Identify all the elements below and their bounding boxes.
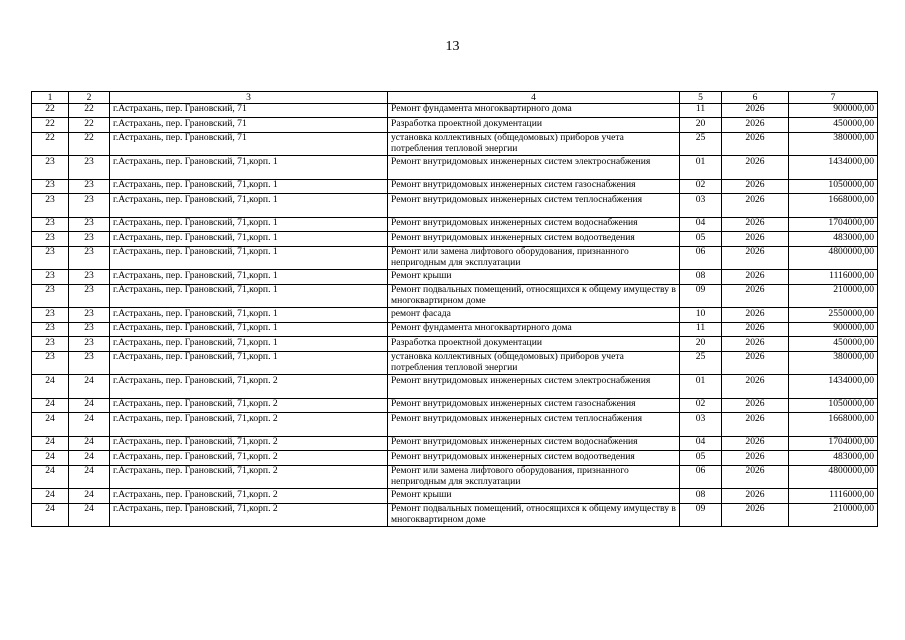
row-number-cell: 23 bbox=[32, 351, 69, 375]
table-row bbox=[32, 179, 878, 194]
address-cell: г.Астрахань, пер. Грановский, 71,корп. 1 bbox=[110, 308, 388, 323]
work-type-cell: Ремонт крыши bbox=[388, 270, 680, 285]
row-number-cell: 24 bbox=[32, 503, 69, 527]
address-cell: г.Астрахань, пер. Грановский, 71,корп. 2 bbox=[110, 398, 388, 413]
header-cell: 5 bbox=[680, 92, 722, 104]
object-number-cell: 23 bbox=[69, 270, 110, 285]
row-number-cell: 24 bbox=[32, 451, 69, 466]
work-code-cell: 03 bbox=[680, 194, 722, 218]
cost-cell: 2550000,00 bbox=[789, 308, 878, 323]
row-number-cell: 23 bbox=[32, 232, 69, 247]
header-cell: 2 bbox=[69, 92, 110, 104]
row-number-cell: 23 bbox=[32, 308, 69, 323]
work-type-cell: Ремонт внутридомовых инженерных систем водоснабжения bbox=[388, 217, 680, 232]
object-number-cell: 23 bbox=[69, 232, 110, 247]
header-cell: 3 bbox=[110, 92, 388, 104]
cost-cell: 900000,00 bbox=[789, 103, 878, 118]
object-number-cell: 23 bbox=[69, 217, 110, 232]
object-number-cell: 23 bbox=[69, 194, 110, 218]
work-code-cell: 06 bbox=[680, 246, 722, 270]
row-number-cell: 23 bbox=[32, 217, 69, 232]
object-number-cell: 23 bbox=[69, 246, 110, 270]
page-number: 13 bbox=[445, 39, 460, 54]
object-number-cell: 24 bbox=[69, 398, 110, 413]
address-cell: г.Астрахань, пер. Грановский, 71,корп. 2 bbox=[110, 503, 388, 527]
row-number-cell: 23 bbox=[32, 246, 69, 270]
work-type-cell: Ремонт внутридомовых инженерных систем электроснабжения bbox=[388, 375, 680, 399]
cost-cell: 1050000,00 bbox=[789, 179, 878, 194]
address-cell: г.Астрахань, пер. Грановский, 71 bbox=[110, 118, 388, 133]
work-code-cell: 11 bbox=[680, 103, 722, 118]
work-code-cell: 01 bbox=[680, 375, 722, 399]
cost-cell: 4800000,00 bbox=[789, 246, 878, 270]
work-code-cell: 20 bbox=[680, 118, 722, 133]
work-type-cell: Разработка проектной документации bbox=[388, 337, 680, 352]
address-cell: г.Астрахань, пер. Грановский, 71 bbox=[110, 103, 388, 118]
cost-cell: 1434000,00 bbox=[789, 156, 878, 180]
address-cell: г.Астрахань, пер. Грановский, 71,корп. 1 bbox=[110, 284, 388, 308]
work-code-cell: 04 bbox=[680, 436, 722, 451]
table-row bbox=[32, 284, 878, 308]
table-row bbox=[32, 156, 878, 180]
address-cell: г.Астрахань, пер. Грановский, 71,корп. 1 bbox=[110, 351, 388, 375]
work-type-cell: ремонт фасада bbox=[388, 308, 680, 323]
work-code-cell: 02 bbox=[680, 179, 722, 194]
address-cell: г.Астрахань, пер. Грановский, 71,корп. 1 bbox=[110, 270, 388, 285]
year-cell: 2026 bbox=[722, 132, 789, 156]
work-code-cell: 08 bbox=[680, 270, 722, 285]
object-number-cell: 23 bbox=[69, 284, 110, 308]
header-cell: 6 bbox=[722, 92, 789, 104]
work-type-cell: Ремонт подвальных помещений, относящихся к общему имуществу в многоквартирном доме bbox=[388, 284, 680, 308]
object-number-cell: 23 bbox=[69, 179, 110, 194]
year-cell: 2026 bbox=[722, 103, 789, 118]
work-type-cell: Ремонт внутридомовых инженерных систем водоотведения bbox=[388, 232, 680, 247]
header-row bbox=[32, 92, 878, 104]
table-row bbox=[32, 322, 878, 337]
row-number-cell: 23 bbox=[32, 179, 69, 194]
cost-cell: 1704000,00 bbox=[789, 436, 878, 451]
row-number-cell: 22 bbox=[32, 118, 69, 133]
row-number-cell: 23 bbox=[32, 284, 69, 308]
row-number-cell: 23 bbox=[32, 270, 69, 285]
work-type-cell: установка коллективных (общедомовых) приборов учета потребления тепловой энергии bbox=[388, 351, 680, 375]
year-cell: 2026 bbox=[722, 156, 789, 180]
row-number-cell: 23 bbox=[32, 337, 69, 352]
year-cell: 2026 bbox=[722, 246, 789, 270]
cost-cell: 900000,00 bbox=[789, 322, 878, 337]
year-cell: 2026 bbox=[722, 451, 789, 466]
address-cell: г.Астрахань, пер. Грановский, 71,корп. 2 bbox=[110, 451, 388, 466]
object-number-cell: 24 bbox=[69, 451, 110, 466]
table-row bbox=[32, 232, 878, 247]
address-cell: г.Астрахань, пер. Грановский, 71,корп. 1 bbox=[110, 194, 388, 218]
table-row bbox=[32, 194, 878, 218]
work-type-cell: Ремонт или замена лифтового оборудования, признанного непригодным для эксплуатации bbox=[388, 246, 680, 270]
row-number-cell: 22 bbox=[32, 132, 69, 156]
header-cell: 4 bbox=[388, 92, 680, 104]
table-row bbox=[32, 132, 878, 156]
work-code-cell: 05 bbox=[680, 232, 722, 247]
cost-cell: 483000,00 bbox=[789, 451, 878, 466]
object-number-cell: 24 bbox=[69, 436, 110, 451]
year-cell: 2026 bbox=[722, 308, 789, 323]
work-type-cell: Ремонт крыши bbox=[388, 489, 680, 504]
work-code-cell: 03 bbox=[680, 413, 722, 437]
address-cell: г.Астрахань, пер. Грановский, 71 bbox=[110, 132, 388, 156]
work-code-cell: 05 bbox=[680, 451, 722, 466]
year-cell: 2026 bbox=[722, 398, 789, 413]
object-number-cell: 23 bbox=[69, 351, 110, 375]
object-number-cell: 24 bbox=[69, 413, 110, 437]
table-row bbox=[32, 503, 878, 527]
address-cell: г.Астрахань, пер. Грановский, 71,корп. 1 bbox=[110, 337, 388, 352]
address-cell: г.Астрахань, пер. Грановский, 71,корп. 1 bbox=[110, 322, 388, 337]
row-number-cell: 24 bbox=[32, 465, 69, 489]
year-cell: 2026 bbox=[722, 351, 789, 375]
work-code-cell: 08 bbox=[680, 489, 722, 504]
work-code-cell: 01 bbox=[680, 156, 722, 180]
object-number-cell: 22 bbox=[69, 132, 110, 156]
table-row bbox=[32, 118, 878, 133]
cost-cell: 210000,00 bbox=[789, 284, 878, 308]
header-cell: 1 bbox=[32, 92, 69, 104]
object-number-cell: 24 bbox=[69, 503, 110, 527]
work-type-cell: Ремонт подвальных помещений, относящихся к общему имуществу в многоквартирном доме bbox=[388, 503, 680, 527]
work-code-cell: 04 bbox=[680, 217, 722, 232]
cost-cell: 4800000,00 bbox=[789, 465, 878, 489]
object-number-cell: 24 bbox=[69, 465, 110, 489]
table-row bbox=[32, 217, 878, 232]
object-number-cell: 22 bbox=[69, 118, 110, 133]
row-number-cell: 24 bbox=[32, 375, 69, 399]
address-cell: г.Астрахань, пер. Грановский, 71,корп. 2 bbox=[110, 375, 388, 399]
year-cell: 2026 bbox=[722, 118, 789, 133]
address-cell: г.Астрахань, пер. Грановский, 71,корп. 1 bbox=[110, 156, 388, 180]
table-row bbox=[32, 246, 878, 270]
year-cell: 2026 bbox=[722, 270, 789, 285]
cost-cell: 1704000,00 bbox=[789, 217, 878, 232]
table-row bbox=[32, 413, 878, 437]
work-type-cell: Ремонт внутридомовых инженерных систем водоснабжения bbox=[388, 436, 680, 451]
address-cell: г.Астрахань, пер. Грановский, 71,корп. 1 bbox=[110, 246, 388, 270]
table-row bbox=[32, 308, 878, 323]
address-cell: г.Астрахань, пер. Грановский, 71,корп. 2 bbox=[110, 489, 388, 504]
cost-cell: 450000,00 bbox=[789, 118, 878, 133]
cost-cell: 1668000,00 bbox=[789, 413, 878, 437]
table-row bbox=[32, 489, 878, 504]
cost-cell: 1050000,00 bbox=[789, 398, 878, 413]
object-number-cell: 23 bbox=[69, 322, 110, 337]
table-row bbox=[32, 436, 878, 451]
year-cell: 2026 bbox=[722, 337, 789, 352]
work-type-cell: Ремонт внутридомовых инженерных систем теплоснабжения bbox=[388, 413, 680, 437]
cost-cell: 380000,00 bbox=[789, 351, 878, 375]
cost-cell: 483000,00 bbox=[789, 232, 878, 247]
cost-cell: 1668000,00 bbox=[789, 194, 878, 218]
work-type-cell: Ремонт фундамента многоквартирного дома bbox=[388, 322, 680, 337]
year-cell: 2026 bbox=[722, 375, 789, 399]
work-code-cell: 06 bbox=[680, 465, 722, 489]
work-type-cell: Ремонт внутридомовых инженерных систем теплоснабжения bbox=[388, 194, 680, 218]
object-number-cell: 23 bbox=[69, 337, 110, 352]
table-row bbox=[32, 465, 878, 489]
year-cell: 2026 bbox=[722, 322, 789, 337]
work-type-cell: установка коллективных (общедомовых) приборов учета потребления тепловой энергии bbox=[388, 132, 680, 156]
address-cell: г.Астрахань, пер. Грановский, 71,корп. 1 bbox=[110, 179, 388, 194]
address-cell: г.Астрахань, пер. Грановский, 71,корп. 1 bbox=[110, 232, 388, 247]
object-number-cell: 24 bbox=[69, 489, 110, 504]
object-number-cell: 24 bbox=[69, 375, 110, 399]
work-type-cell: Ремонт внутридомовых инженерных систем водоотведения bbox=[388, 451, 680, 466]
cost-cell: 1434000,00 bbox=[789, 375, 878, 399]
work-code-cell: 02 bbox=[680, 398, 722, 413]
work-code-cell: 25 bbox=[680, 132, 722, 156]
year-cell: 2026 bbox=[722, 503, 789, 527]
header-cell: 7 bbox=[789, 92, 878, 104]
work-code-cell: 25 bbox=[680, 351, 722, 375]
cost-cell: 450000,00 bbox=[789, 337, 878, 352]
table-row bbox=[32, 375, 878, 399]
cost-cell: 380000,00 bbox=[789, 132, 878, 156]
row-number-cell: 22 bbox=[32, 103, 69, 118]
table-row bbox=[32, 337, 878, 352]
year-cell: 2026 bbox=[722, 194, 789, 218]
object-number-cell: 23 bbox=[69, 308, 110, 323]
row-number-cell: 24 bbox=[32, 489, 69, 504]
work-code-cell: 10 bbox=[680, 308, 722, 323]
table-row bbox=[32, 103, 878, 118]
row-number-cell: 23 bbox=[32, 322, 69, 337]
cost-cell: 1116000,00 bbox=[789, 270, 878, 285]
table-row bbox=[32, 398, 878, 413]
work-code-cell: 09 bbox=[680, 503, 722, 527]
work-type-cell: Разработка проектной документации bbox=[388, 118, 680, 133]
row-number-cell: 24 bbox=[32, 398, 69, 413]
year-cell: 2026 bbox=[722, 284, 789, 308]
year-cell: 2026 bbox=[722, 489, 789, 504]
work-code-cell: 11 bbox=[680, 322, 722, 337]
row-number-cell: 24 bbox=[32, 436, 69, 451]
year-cell: 2026 bbox=[722, 436, 789, 451]
work-type-cell: Ремонт внутридомовых инженерных систем газоснабжения bbox=[388, 179, 680, 194]
year-cell: 2026 bbox=[722, 179, 789, 194]
table-row bbox=[32, 451, 878, 466]
work-type-cell: Ремонт фундамента многоквартирного дома bbox=[388, 103, 680, 118]
table-row bbox=[32, 351, 878, 375]
row-number-cell: 23 bbox=[32, 156, 69, 180]
work-type-cell: Ремонт или замена лифтового оборудования, признанного непригодным для эксплуатации bbox=[388, 465, 680, 489]
work-code-cell: 20 bbox=[680, 337, 722, 352]
row-number-cell: 23 bbox=[32, 194, 69, 218]
work-code-cell: 09 bbox=[680, 284, 722, 308]
year-cell: 2026 bbox=[722, 413, 789, 437]
work-type-cell: Ремонт внутридомовых инженерных систем газоснабжения bbox=[388, 398, 680, 413]
row-number-cell: 24 bbox=[32, 413, 69, 437]
work-type-cell: Ремонт внутридомовых инженерных систем электроснабжения bbox=[388, 156, 680, 180]
object-number-cell: 23 bbox=[69, 156, 110, 180]
year-cell: 2026 bbox=[722, 217, 789, 232]
cost-cell: 1116000,00 bbox=[789, 489, 878, 504]
object-number-cell: 22 bbox=[69, 103, 110, 118]
year-cell: 2026 bbox=[722, 232, 789, 247]
cost-cell: 210000,00 bbox=[789, 503, 878, 527]
year-cell: 2026 bbox=[722, 465, 789, 489]
table-row bbox=[32, 270, 878, 285]
address-cell: г.Астрахань, пер. Грановский, 71,корп. 2 bbox=[110, 465, 388, 489]
address-cell: г.Астрахань, пер. Грановский, 71,корп. 1 bbox=[110, 217, 388, 232]
capital-repair-table bbox=[31, 91, 878, 527]
address-cell: г.Астрахань, пер. Грановский, 71,корп. 2 bbox=[110, 436, 388, 451]
address-cell: г.Астрахань, пер. Грановский, 71,корп. 2 bbox=[110, 413, 388, 437]
